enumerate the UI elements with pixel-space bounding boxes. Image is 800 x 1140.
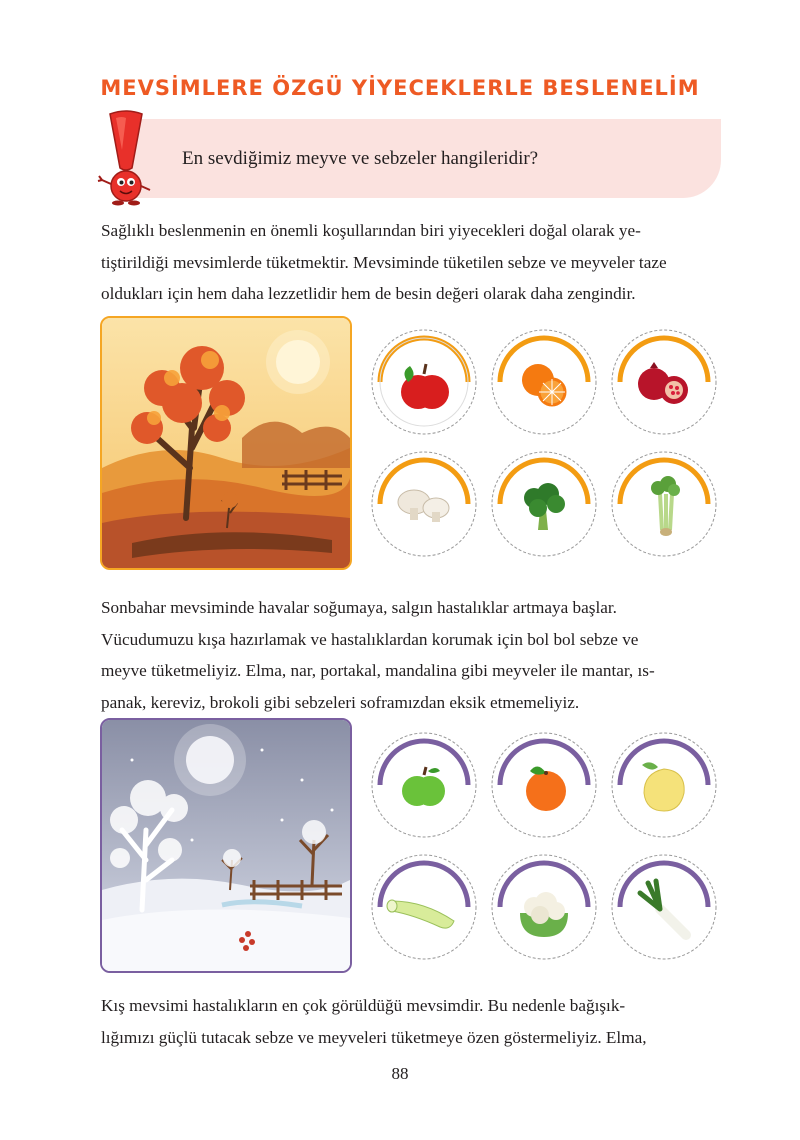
autumn-scene-image (100, 316, 352, 570)
paragraph-winter (101, 990, 721, 1053)
winter-scene-image (100, 718, 352, 973)
red-apple-badge (370, 328, 478, 436)
celery-badge (610, 450, 718, 558)
pomegranate-badge (610, 328, 718, 436)
mushroom-badge (370, 450, 478, 558)
paragraph-line: Sağlıklı beslenmenin en önemli koşullarından biri yiyecekleri doğal olarak ye- (101, 221, 641, 240)
green-apple-badge (370, 731, 478, 839)
paragraph-intro (101, 215, 721, 310)
broccoli-badge (490, 450, 598, 558)
paragraph-line: panak, kereviz, brokoli gibi sebzeleri soframızdan eksik etmemeliyiz. (101, 692, 580, 712)
paragraph-autumn (101, 592, 721, 718)
page-title: MEVSİMLERE ÖZGÜ YİYECEKLERLE BESLENELİM (100, 76, 700, 100)
zucchini-badge (370, 853, 478, 961)
question-text: En sevdiğimiz meyve ve sebzeler hangileridir? (182, 148, 539, 169)
quince-badge (610, 731, 718, 839)
paragraph-line: tiştirildiği mevsimlerde tüketmektir. Mevsiminde tüketilen sebze ve meyveler taze (101, 252, 667, 272)
exclamation-mascot-icon (96, 110, 158, 206)
page-number: 88 (391, 1064, 409, 1083)
leek-badge (610, 853, 718, 961)
orange-badge (490, 328, 598, 436)
cauliflower-badge (490, 853, 598, 961)
orange-badge-winter (490, 731, 598, 839)
paragraph-line: meyve tüketmeliyiz. Elma, nar, portakal, mandalina gibi meyveler ile mantar, ıs- (101, 661, 655, 680)
paragraph-line: oldukları için hem daha lezzetlidir hem de besin değeri olarak daha zengindir. (101, 284, 636, 303)
paragraph-line: Sonbahar mevsiminde havalar soğumaya, salgın hastalıklar artmaya başlar. (101, 598, 617, 617)
paragraph-line: Kış mevsimi hastalıkların en çok görüldüğü mevsimdir. Bu nedenle bağışık- (101, 996, 626, 1015)
paragraph-line: lığımızı güçlü tutacak sebze ve meyveleri tüketmeye özen göstermeliyiz. Elma, (101, 1027, 647, 1047)
paragraph-line: Vücudumuzu kışa hazırlamak ve hastalıklardan korumak için bol bol sebze ve (101, 629, 639, 649)
